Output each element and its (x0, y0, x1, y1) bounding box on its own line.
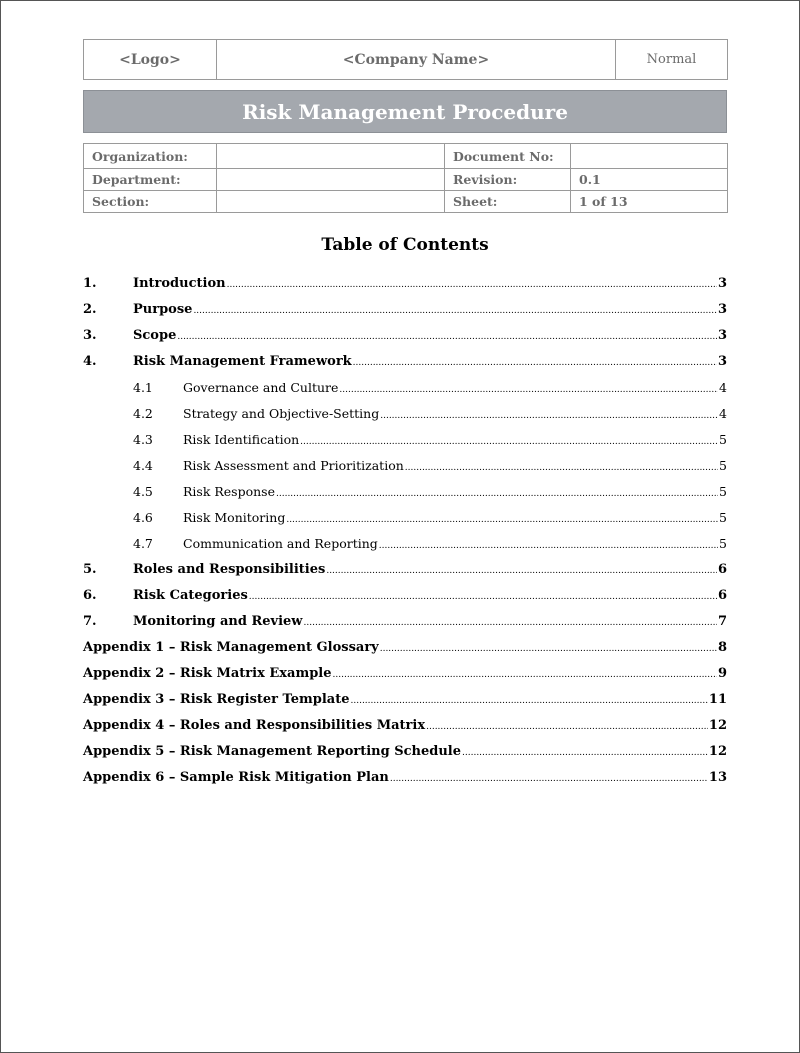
toc-entry-label: Appendix 3 – Risk Register Template (83, 692, 350, 707)
page-content (83, 39, 727, 791)
toc-appendix-entry[interactable] (83, 713, 727, 739)
toc-entry[interactable] (83, 349, 727, 375)
toc-entry-page: 5 (719, 510, 727, 525)
organization-label: Organization: (84, 144, 217, 169)
toc-entry[interactable] (83, 583, 727, 609)
toc-entry-number: 4.1 (133, 380, 153, 395)
document-header (83, 39, 728, 80)
toc-entry-page: 5 (719, 536, 727, 551)
department-value (217, 169, 445, 191)
toc-entry-number: 4.4 (133, 458, 153, 473)
toc-entry-label: Monitoring and Review (133, 614, 303, 629)
department-label: Department: (84, 169, 217, 191)
sheet-value: 1 of 13 (571, 191, 728, 213)
toc-leader-dots (286, 507, 718, 533)
toc-entry-page: 4 (719, 380, 727, 395)
toc-entry-number: 4.3 (133, 432, 153, 447)
toc-entry-page: 5 (719, 484, 727, 499)
toc-subentry[interactable] (83, 531, 727, 557)
toc-entry-label: Appendix 2 – Risk Matrix Example (83, 666, 332, 681)
toc-leader-dots (300, 429, 718, 455)
table-of-contents (83, 271, 727, 791)
toc-entry-number: 4.5 (133, 484, 153, 499)
toc-entry-page: 12 (708, 744, 727, 759)
document-title: Risk Management Procedure (83, 90, 727, 133)
toc-entry[interactable] (83, 323, 727, 349)
toc-leader-dots (390, 766, 708, 792)
toc-leader-dots (333, 662, 717, 688)
toc-entry-number: 5. (83, 562, 97, 577)
toc-entry-label: Roles and Responsibilities (133, 562, 326, 577)
toc-leader-dots (276, 481, 718, 507)
toc-entry-page: 5 (719, 458, 727, 473)
toc-leader-dots (351, 688, 708, 714)
toc-entry-label: Appendix 6 – Sample Risk Mitigation Plan (83, 770, 389, 785)
document-status: Normal (616, 40, 728, 80)
toc-entry-page: 8 (717, 640, 727, 655)
toc-entry-label: Risk Categories (133, 588, 248, 603)
toc-subentry[interactable] (83, 427, 727, 453)
section-value (217, 191, 445, 213)
toc-entry-number: 4.6 (133, 510, 153, 525)
toc-entry-page: 12 (708, 718, 727, 733)
toc-entry-number: 1. (83, 276, 97, 291)
toc-entry-page: 6 (717, 562, 727, 577)
toc-entry[interactable] (83, 609, 727, 635)
toc-leader-dots (353, 350, 717, 376)
company-name: <Company Name> (217, 40, 616, 80)
toc-entry-label: Appendix 4 – Roles and Responsibilities Matrix (83, 718, 426, 733)
toc-entry-number: 2. (83, 302, 97, 317)
toc-leader-dots (426, 714, 708, 740)
toc-subentry[interactable] (83, 375, 727, 401)
toc-entry-page: 3 (717, 354, 727, 369)
toc-leader-dots (379, 533, 718, 559)
toc-entry-number: 4.2 (133, 406, 153, 421)
toc-leader-dots (339, 377, 718, 403)
document-metadata (83, 143, 728, 213)
toc-entry[interactable] (83, 271, 727, 297)
toc-entry-page: 13 (708, 770, 727, 785)
logo-placeholder: <Logo> (84, 40, 217, 80)
toc-entry-label: Governance and Culture (183, 380, 339, 395)
toc-entry-number: 7. (83, 614, 97, 629)
toc-leader-dots (326, 558, 717, 584)
toc-entry-page: 9 (717, 666, 727, 681)
toc-entry-label: Strategy and Objective-Setting (183, 406, 380, 421)
organization-value (217, 144, 445, 169)
toc-entry-page: 6 (717, 588, 727, 603)
toc-subentry[interactable] (83, 505, 727, 531)
document-no-value (571, 144, 728, 169)
toc-entry-label: Risk Response (183, 484, 275, 499)
toc-entry-label: Risk Assessment and Prioritization (183, 458, 404, 473)
toc-entry-label: Introduction (133, 276, 226, 291)
toc-entry-page: 7 (717, 614, 727, 629)
toc-leader-dots (227, 272, 717, 298)
section-label: Section: (84, 191, 217, 213)
toc-entry-label: Risk Management Framework (133, 354, 352, 369)
toc-heading: Table of Contents (321, 235, 489, 255)
toc-leader-dots (193, 298, 717, 324)
toc-entry[interactable] (83, 557, 727, 583)
toc-appendix-entry[interactable] (83, 661, 727, 687)
toc-subentry[interactable] (83, 401, 727, 427)
toc-leader-dots (177, 324, 717, 350)
toc-entry-number: 3. (83, 328, 97, 343)
toc-entry-page: 5 (719, 432, 727, 447)
toc-entry-number: 6. (83, 588, 97, 603)
toc-entry[interactable] (83, 297, 727, 323)
toc-leader-dots (380, 636, 717, 662)
toc-entry-page: 11 (708, 692, 727, 707)
toc-entry-label: Risk Monitoring (183, 510, 286, 525)
toc-leader-dots (304, 610, 717, 636)
toc-leader-dots (249, 584, 717, 610)
toc-entry-page: 4 (719, 406, 727, 421)
toc-subentry[interactable] (83, 453, 727, 479)
toc-entry-label: Purpose (133, 302, 193, 317)
toc-entry-page: 3 (717, 302, 727, 317)
toc-entry-number: 4. (83, 354, 97, 369)
toc-appendix-entry[interactable] (83, 739, 727, 765)
toc-leader-dots (462, 740, 708, 766)
toc-entry-page: 3 (717, 328, 727, 343)
revision-label: Revision: (445, 169, 571, 191)
toc-entry-label: Appendix 1 – Risk Management Glossary (83, 640, 379, 655)
document-no-label: Document No: (445, 144, 571, 169)
sheet-label: Sheet: (445, 191, 571, 213)
toc-entry-label: Risk Identification (183, 432, 300, 447)
toc-leader-dots (380, 403, 718, 429)
revision-value: 0.1 (571, 169, 728, 191)
toc-appendix-entry[interactable] (83, 687, 727, 713)
toc-entry-label: Appendix 5 – Risk Management Reporting Schedule (83, 744, 462, 759)
toc-subentry[interactable] (83, 479, 727, 505)
toc-appendix-entry[interactable] (83, 765, 727, 791)
toc-entry-label: Communication and Reporting (183, 536, 378, 551)
toc-leader-dots (405, 455, 718, 481)
toc-entry-label: Scope (133, 328, 177, 343)
toc-appendix-entry[interactable] (83, 635, 727, 661)
toc-entry-page: 3 (717, 276, 727, 291)
toc-entry-number: 4.7 (133, 536, 153, 551)
